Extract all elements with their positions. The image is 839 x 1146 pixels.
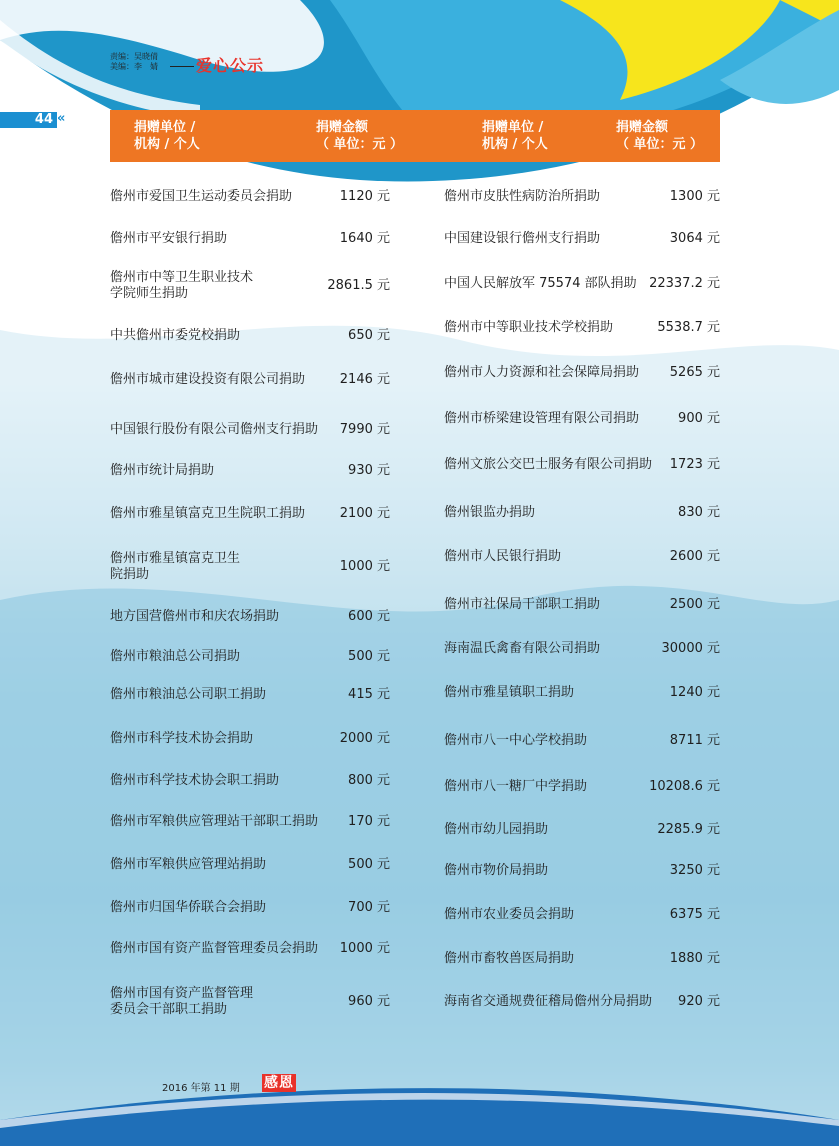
donation-row	[444, 597, 720, 613]
donor-name: 儋州市桥梁建设管理有限公司捐助	[444, 411, 640, 426]
donation-amount: 2000 元	[339, 731, 390, 746]
donation-amount: 2600 元	[669, 549, 720, 564]
donation-row	[110, 986, 390, 1018]
donor-name: 儋州市科学技术协会职工捐助	[110, 773, 280, 788]
donation-row	[444, 907, 720, 923]
donation-row	[110, 231, 390, 247]
designer-line: 美编：李 婧	[110, 62, 158, 71]
donation-row	[110, 687, 390, 703]
donation-amount: 1120 元	[339, 189, 390, 204]
donor-name: 儋州市统计局捐助	[110, 463, 215, 478]
donation-row	[110, 506, 390, 522]
donor-name: 中国银行股份有限公司儋州支行捐助	[110, 422, 319, 437]
donation-row	[444, 231, 720, 247]
magazine-logo: 感恩	[264, 1075, 294, 1091]
unit-column-header-right: 捐赠单位 / 机构 / 个人	[482, 120, 548, 152]
donation-amount: 3250 元	[669, 863, 720, 878]
donor-name: 儋州市畜牧兽医局捐助	[444, 951, 575, 966]
donation-amount: 930 元	[348, 463, 390, 478]
editor-line: 责编：吴晓倩	[110, 52, 158, 61]
donor-name: 海南温氏禽畜有限公司捐助	[444, 641, 601, 656]
donor-name: 儋州市军粮供应管理站干部职工捐助	[110, 814, 319, 829]
donation-row	[444, 994, 720, 1010]
donor-name: 中国建设银行儋州支行捐助	[444, 231, 601, 246]
donation-amount: 1723 元	[669, 457, 720, 472]
page-arrow-icon: «	[57, 111, 66, 126]
unit-column-header-left: 捐赠单位 / 机构 / 个人	[134, 120, 200, 152]
donation-amount: 3064 元	[669, 231, 720, 246]
donor-name: 儋州市城市建设投资有限公司捐助	[110, 372, 306, 387]
donation-row	[110, 270, 390, 302]
donation-amount: 700 元	[348, 900, 390, 915]
donor-name: 儋州市中等职业技术学校捐助	[444, 320, 614, 335]
donation-row	[444, 457, 720, 473]
donation-amount: 2285.9 元	[657, 822, 720, 837]
donation-amount: 5265 元	[669, 365, 720, 380]
donor-name: 儋州市国有资产监督管理委员会捐助	[110, 941, 319, 956]
donor-name: 儋州市中等卫生职业技术 学院师生捐助	[110, 270, 254, 301]
donor-name: 儋州市归国华侨联合会捐助	[110, 900, 267, 915]
donation-row	[110, 463, 390, 479]
donor-name: 儋州市国有资产监督管理 委员会干部职工捐助	[110, 986, 254, 1017]
donation-amount: 7990 元	[339, 422, 390, 437]
donation-amount: 6375 元	[669, 907, 720, 922]
donation-amount: 22337.2 元	[649, 276, 720, 291]
donor-name: 儋州市雅星镇职工捐助	[444, 685, 575, 700]
donation-row	[110, 649, 390, 665]
donation-amount: 800 元	[348, 773, 390, 788]
donor-name: 中国人民解放军 75574 部队捐助	[444, 276, 637, 291]
donation-amount: 830 元	[678, 505, 720, 520]
donation-amount: 920 元	[678, 994, 720, 1009]
donor-name: 儋州银监办捐助	[444, 505, 536, 520]
donation-row	[110, 609, 390, 625]
donation-row	[444, 641, 720, 657]
donation-row	[444, 863, 720, 879]
page-number: 44	[0, 112, 57, 128]
donation-row	[444, 685, 720, 701]
donation-row	[444, 549, 720, 565]
donation-amount: 650 元	[348, 328, 390, 343]
donation-row	[444, 822, 720, 838]
donation-amount: 500 元	[348, 649, 390, 664]
donation-row	[110, 814, 390, 830]
donor-name: 儋州市物价局捐助	[444, 863, 549, 878]
donor-name: 儋州市军粮供应管理站捐助	[110, 857, 267, 872]
donation-row	[110, 857, 390, 873]
donor-name: 儋州市爱国卫生运动委员会捐助	[110, 189, 293, 204]
donor-name: 儋州市平安银行捐助	[110, 231, 228, 246]
header-divider	[170, 66, 194, 67]
donor-name: 儋州市八一中心学校捐助	[444, 733, 588, 748]
donation-row	[444, 276, 720, 292]
table-header	[110, 110, 720, 162]
donation-amount: 1300 元	[669, 189, 720, 204]
donation-amount: 415 元	[348, 687, 390, 702]
donation-amount: 500 元	[348, 857, 390, 872]
donation-amount: 960 元	[348, 994, 390, 1009]
donation-amount: 1240 元	[669, 685, 720, 700]
donation-row	[110, 941, 390, 957]
section-title: 爱心公示	[196, 56, 265, 75]
donation-amount: 2861.5 元	[327, 278, 390, 293]
donation-row	[444, 411, 720, 427]
donation-amount: 5538.7 元	[657, 320, 720, 335]
amount-column-header-left: 捐赠金额 （ 单位：元 ）	[316, 120, 404, 152]
donor-name: 儋州市农业委员会捐助	[444, 907, 575, 922]
donor-name: 儋州市人力资源和社会保障局捐助	[444, 365, 640, 380]
donor-name: 儋州市皮肤性病防治所捐助	[444, 189, 601, 204]
donation-amount: 1000 元	[339, 559, 390, 574]
donation-row	[444, 505, 720, 521]
donation-row	[110, 422, 390, 438]
donor-name: 儋州市人民银行捐助	[444, 549, 562, 564]
donation-row	[110, 372, 390, 388]
donation-row	[444, 365, 720, 381]
donation-amount: 10208.6 元	[649, 779, 720, 794]
donor-name: 儋州市科学技术协会捐助	[110, 731, 254, 746]
donation-amount: 2100 元	[339, 506, 390, 521]
donor-name: 地方国营儋州市和庆农场捐助	[110, 609, 280, 624]
donation-row	[110, 551, 390, 583]
donation-row	[110, 731, 390, 747]
donor-name: 儋州市粮油总公司捐助	[110, 649, 241, 664]
donor-name: 儋州文旅公交巴士服务有限公司捐助	[444, 457, 653, 472]
donation-row	[110, 773, 390, 789]
donor-name: 中共儋州市委党校捐助	[110, 328, 241, 343]
donation-amount: 30000 元	[661, 641, 720, 656]
donation-row	[444, 951, 720, 967]
donation-amount: 2500 元	[669, 597, 720, 612]
donation-row	[444, 779, 720, 795]
donation-row	[110, 900, 390, 916]
donation-amount: 600 元	[348, 609, 390, 624]
donation-amount: 1880 元	[669, 951, 720, 966]
donation-row	[110, 328, 390, 344]
donor-name: 海南省交通规费征稽局儋州分局捐助	[444, 994, 653, 1009]
donation-row	[110, 189, 390, 205]
donor-name: 儋州市雅星镇富克卫生 院捐助	[110, 551, 241, 582]
donation-amount: 900 元	[678, 411, 720, 426]
donation-amount: 2146 元	[339, 372, 390, 387]
donation-amount: 1000 元	[339, 941, 390, 956]
editor-credits	[110, 52, 158, 72]
amount-column-header-right: 捐赠金额 （ 单位：元 ）	[616, 120, 704, 152]
donation-row	[444, 189, 720, 205]
donor-name: 儋州市幼儿园捐助	[444, 822, 549, 837]
donor-name: 儋州市雅星镇富克卫生院职工捐助	[110, 506, 306, 521]
donation-row	[444, 733, 720, 749]
donation-amount: 1640 元	[339, 231, 390, 246]
donation-row	[444, 320, 720, 336]
donor-name: 儋州市粮油总公司职工捐助	[110, 687, 267, 702]
donation-amount: 8711 元	[669, 733, 720, 748]
donor-name: 儋州市社保局干部职工捐助	[444, 597, 601, 612]
donation-amount: 170 元	[348, 814, 390, 829]
donor-name: 儋州市八一糖厂中学捐助	[444, 779, 588, 794]
issue-label: 2016 年第 11 期	[162, 1083, 240, 1094]
